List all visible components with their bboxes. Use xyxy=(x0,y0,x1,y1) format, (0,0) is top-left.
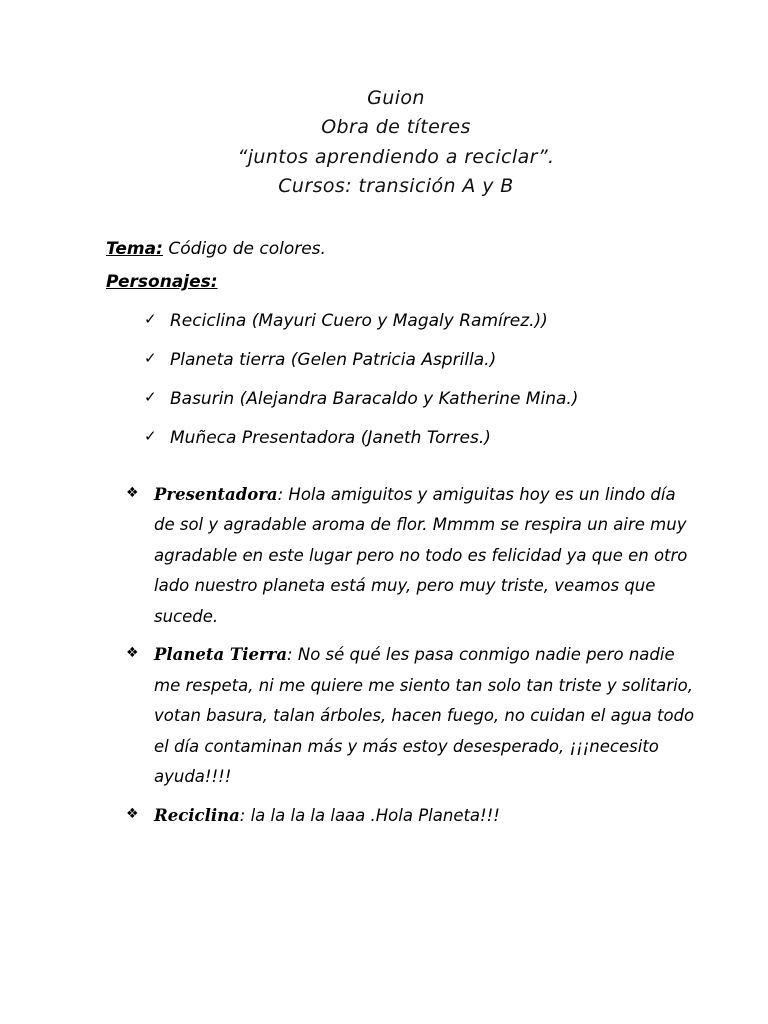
list-item xyxy=(144,427,696,449)
list-item xyxy=(126,480,696,633)
meta-row-personajes xyxy=(106,269,696,296)
speaker-name: Planeta Tierra xyxy=(154,645,288,665)
meta-label-tema: Tema: xyxy=(106,238,163,259)
character-name: Muñeca Presentadora (Janeth Torres.) xyxy=(170,428,491,449)
character-name: Basurin (Alejandra Baracaldo y Katherine Mina.) xyxy=(170,389,579,410)
title-line-1: Guion xyxy=(367,87,425,109)
list-item xyxy=(144,349,696,371)
dialogue-list xyxy=(126,480,696,832)
check-icon: ✓ xyxy=(144,349,157,368)
speaker-name: Presentadora xyxy=(154,484,278,504)
diamond-bullet-icon: ❖ xyxy=(126,645,139,662)
diamond-bullet-icon: ❖ xyxy=(126,805,139,822)
character-list xyxy=(144,310,696,449)
meta-row-tema xyxy=(106,236,696,263)
list-item xyxy=(126,801,696,832)
speaker-name: Reciclina xyxy=(154,805,240,825)
check-icon: ✓ xyxy=(144,310,157,329)
meta-label-personajes: Personajes: xyxy=(106,271,218,292)
dialogue-text: : No sé qué les pasa conmigo nadie pero nadie me respeta, ni me quiere me siento tan solo tan triste y solitario, votan basura, talan árboles, hacen fuego, no cuidan el agua todo el día contaminan más y más estoy desesperado, ¡¡¡necesito ayuda!!!! xyxy=(154,645,695,787)
list-item xyxy=(126,640,696,793)
check-icon: ✓ xyxy=(144,388,157,407)
dialogue-text: : la la la la laaa .Hola Planeta!!! xyxy=(239,805,500,825)
list-item xyxy=(144,310,696,332)
character-name: Planeta tierra (Gelen Patricia Asprilla.) xyxy=(170,350,497,371)
title-line-2: Obra de títeres xyxy=(321,116,471,139)
title-line-3: “juntos aprendiendo a reciclar”. xyxy=(237,145,555,168)
list-item xyxy=(144,388,696,410)
check-icon: ✓ xyxy=(144,427,157,446)
title-line-4: Cursos: transición A y B xyxy=(278,175,514,198)
document-title-block xyxy=(96,84,696,202)
document-meta xyxy=(96,236,696,296)
meta-value-tema: Código de colores. xyxy=(162,238,326,259)
diamond-bullet-icon: ❖ xyxy=(126,484,139,501)
dialogue-text: : Hola amiguitos y amiguitas hoy es un lindo día de sol y agradable aroma de flor. Mmmm se respira un aire muy agradable en este lugar pero no todo es felicidad ya que en otro lado nuestro planeta está muy, pero muy triste, veamos que sucede. xyxy=(154,484,688,626)
character-name: Reciclina (Mayuri Cuero y Magaly Ramírez.)) xyxy=(170,311,548,332)
